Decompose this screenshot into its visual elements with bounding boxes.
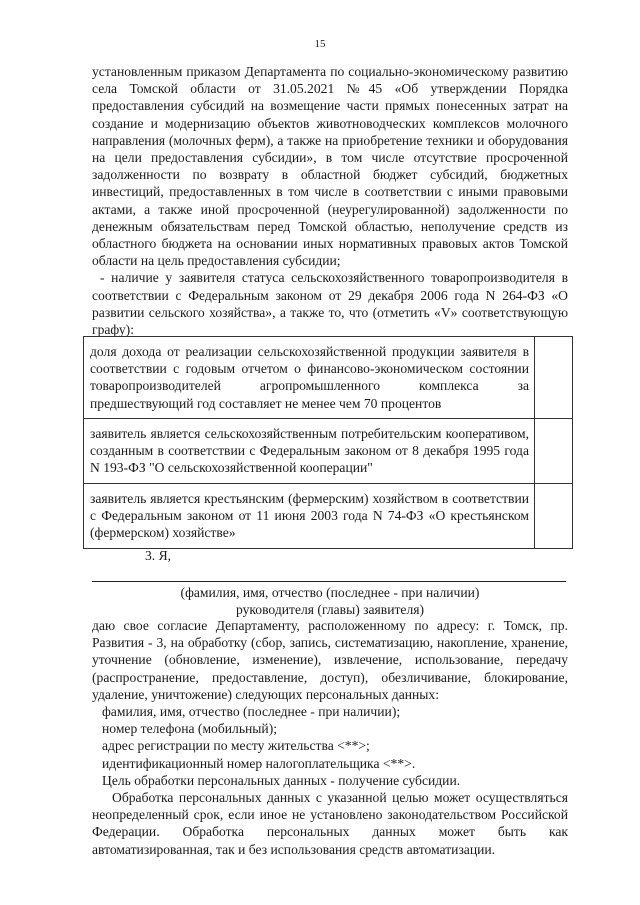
section-heading: 3. Я, — [145, 548, 172, 563]
checkbox-cell[interactable] — [535, 483, 573, 548]
consent-paragraph: даю свое согласие Департаменту, расположенному по адресу: г. Томск, пр. Развития - 3, на обработку (сбор, запись, систематизацию, накопление, хранение, уточнение (обновление, изменение), извлечение, использование, передачу (распространение, предоставление, доступ), обезличивание, блокирование, удаление, уничтожение) следующих персональных данных: — [92, 618, 568, 702]
criterion-text: заявитель является крестьянским (фермерским) хозяйством в соответствии с Федеральным законом от 11 июня 2003 года N 74-ФЗ «О крестьянском (фермерском) хозяйстве» — [84, 483, 535, 548]
role-caption: руководителя (главы) заявителя) — [235, 602, 425, 617]
processing-paragraph: Обработка персональных данных с указанной целью может осуществляться неопределенный срок, если иное не установлено законодательством Российской Федерации. Обработка персональных данных может быть как автоматизированная, так и без использования средств автоматизации. — [92, 790, 568, 857]
checkbox-cell[interactable] — [535, 418, 573, 483]
list-item: адрес регистрации по месту жительства <**>; — [102, 738, 370, 754]
intro-paragraph: установленным приказом Департамента по социально-экономическому развитию села Томской области от 31.05.2021 №45 «Об утверждении Порядка предоставления субсидий на возмещение части прямых понесенных затрат на создание и модернизацию объектов животноводческих комплексов молочного направления (молочных ферм), а также на приобретение техники и оборудования на цели предоставления субсидии», в том числе отсутствие просроченной задолженности по возврату в областной бюджет субсидий, бюджетных инвестиций, предоставленных в том числе в соответствии с иными правовыми актами, а также иной просроченной (неурегулированной) задолженности по денежным обязательствам перед Томской областью, неполучение средств из областного бюджета на основании иных нормативных правовых актов Томской области на цель предоставления субсидии; — [92, 64, 568, 269]
purpose-line: Цель обработки персональных данных - получение субсидии. — [102, 772, 461, 788]
table-row — [84, 418, 573, 483]
criterion-text: заявитель является сельскохозяйственным потребительским кооперативом, созданным в соответствии с Федеральным законом от 8 декабря 1995 года N 193-ФЗ "О сельскохозяйственной кооперации" — [84, 418, 535, 483]
list-item: идентификационный номер налогоплательщика <**>. — [102, 755, 416, 771]
checkbox-cell[interactable] — [535, 337, 573, 419]
table-row — [84, 483, 573, 548]
intro-section — [92, 63, 568, 338]
criterion-text: доля дохода от реализации сельскохозяйственной продукции заявителя в соответствии с годовым отчетом о финансово-экономическом состоянии товаропроизводителей агропромышленного комплекса за предшествующий год составляет не менее чем 70 процентов — [84, 337, 535, 419]
status-paragraph: - наличие у заявителя статуса сельскохозяйственного товаропроизводителя в соответствии с Федеральным законом от 29 декабря 2006 года N 264-ФЗ «О развитии сельского хозяйства», а также то, что (отметить «V» соответствующую графу): — [92, 270, 568, 338]
consent-section — [92, 617, 568, 858]
list-item: номер телефона (мобильный); — [102, 721, 277, 737]
page-number: 15 — [314, 38, 326, 50]
name-caption: (фамилия, имя, отчество (последнее - при наличии) — [180, 585, 480, 600]
criteria-table — [83, 336, 573, 549]
name-fill-line[interactable] — [92, 581, 566, 582]
list-item: фамилия, имя, отчество (последнее - при наличии); — [102, 704, 401, 720]
table-row — [84, 337, 573, 419]
